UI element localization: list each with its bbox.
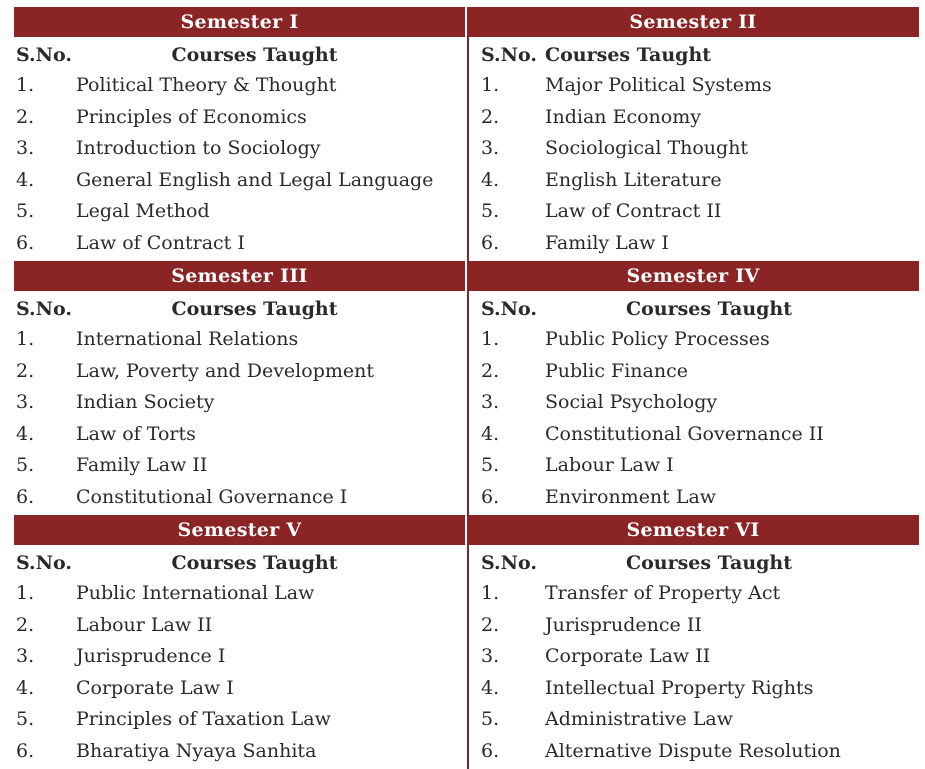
course-table <box>0 7 925 769</box>
course-name: Indian Society <box>76 391 215 414</box>
semester-title: Semester I <box>14 7 465 37</box>
item-number: 4. <box>481 168 500 191</box>
sno-header: S.No. <box>16 298 72 320</box>
course-name: Sociological Thought <box>545 137 749 160</box>
semester-row <box>0 7 925 261</box>
item-number: 6. <box>16 232 35 254</box>
item-number: 3. <box>481 391 500 414</box>
course-name: Public Policy Processes <box>545 328 770 350</box>
semester-row <box>0 515 925 769</box>
item-number: 5. <box>481 454 500 477</box>
semester-row <box>0 261 925 515</box>
courses-header: Courses Taught <box>171 298 338 320</box>
sno-header: S.No. <box>481 552 537 574</box>
course-name: Bharatiya Nyaya Sanhita <box>76 740 317 762</box>
course-name: Major Political Systems <box>545 74 772 96</box>
item-number: 5. <box>481 200 500 223</box>
item-number: 3. <box>481 645 500 668</box>
course-name: Labour Law II <box>76 613 213 636</box>
course-name: Social Psychology <box>545 391 718 414</box>
list-item <box>469 102 919 134</box>
item-number: 2. <box>481 105 500 128</box>
list-item <box>14 673 465 705</box>
list-item <box>469 165 919 197</box>
course-name: Political Theory & Thought <box>76 74 337 96</box>
sno-header: S.No. <box>481 44 537 66</box>
semester-block <box>14 261 465 515</box>
course-name: Law of Contract I <box>76 232 245 254</box>
list-item <box>14 704 465 736</box>
course-name: Constitutional Governance II <box>545 422 824 445</box>
list-item <box>469 736 919 768</box>
course-name: Alternative Dispute Resolution <box>545 740 841 762</box>
semester-title: Semester II <box>467 7 919 37</box>
course-name: Jurisprudence I <box>76 645 226 668</box>
list-item <box>14 196 465 228</box>
item-number: 5. <box>16 708 35 731</box>
semester-title: Semester VI <box>467 515 919 545</box>
list-item <box>469 196 919 228</box>
list-item <box>14 165 465 197</box>
item-number: 4. <box>16 422 35 445</box>
item-number: 1. <box>481 582 500 604</box>
list-item <box>14 133 465 165</box>
item-number: 2. <box>481 613 500 636</box>
item-number: 1. <box>16 328 35 350</box>
semester-block <box>14 515 465 769</box>
item-number: 1. <box>16 74 35 96</box>
courses-header: Courses Taught <box>171 552 338 574</box>
list-item <box>469 324 919 356</box>
sno-header: S.No. <box>16 44 72 66</box>
courses-header: Courses Taught <box>545 44 712 66</box>
item-number: 4. <box>481 422 500 445</box>
course-name: Law of Contract II <box>545 200 722 223</box>
item-number: 4. <box>16 168 35 191</box>
list-item <box>469 641 919 673</box>
courses-header: Courses Taught <box>625 552 793 574</box>
list-item <box>469 578 919 610</box>
list-item <box>14 356 465 388</box>
course-name: Constitutional Governance I <box>76 486 348 508</box>
course-name: English Literature <box>545 168 722 191</box>
item-number: 4. <box>481 676 500 699</box>
list-item <box>14 610 465 642</box>
list-item <box>14 387 465 419</box>
list-item <box>469 673 919 705</box>
course-name: Family Law II <box>76 454 208 477</box>
item-number: 1. <box>481 328 500 350</box>
course-name: Principles of Economics <box>76 105 307 128</box>
course-name: Family Law I <box>545 232 669 254</box>
item-number: 2. <box>16 105 35 128</box>
item-number: 5. <box>481 708 500 731</box>
course-name: Public Finance <box>545 359 688 382</box>
course-name: Public International Law <box>76 582 315 604</box>
item-number: 3. <box>16 391 35 414</box>
courses-header: Courses Taught <box>171 44 338 66</box>
item-number: 1. <box>481 74 500 96</box>
item-number: 6. <box>16 740 35 762</box>
item-number: 3. <box>16 137 35 160</box>
item-number: 2. <box>16 359 35 382</box>
list-item <box>469 704 919 736</box>
semester-title: Semester III <box>14 261 465 291</box>
course-name: Intellectual Property Rights <box>545 676 814 699</box>
course-name: Labour Law I <box>545 454 674 477</box>
semester-block <box>467 7 919 261</box>
list-item <box>469 228 919 260</box>
list-item <box>14 641 465 673</box>
course-name: General English and Legal Language <box>76 168 434 191</box>
sno-header: S.No. <box>481 298 537 320</box>
list-item <box>469 419 919 451</box>
item-number: 5. <box>16 454 35 477</box>
course-name: Corporate Law II <box>545 645 711 668</box>
list-item <box>14 482 465 514</box>
list-item <box>14 450 465 482</box>
list-item <box>469 356 919 388</box>
list-item <box>14 578 465 610</box>
item-number: 6. <box>481 486 500 508</box>
course-name: Administrative Law <box>545 708 734 731</box>
course-name: Jurisprudence II <box>545 613 702 636</box>
course-name: Introduction to Sociology <box>76 137 321 160</box>
course-name: Law, Poverty and Development <box>76 359 374 382</box>
item-number: 1. <box>16 582 35 604</box>
semester-block <box>14 7 465 261</box>
list-item <box>469 450 919 482</box>
list-item <box>14 419 465 451</box>
item-number: 6. <box>16 486 35 508</box>
item-number: 3. <box>16 645 35 668</box>
course-name: Legal Method <box>76 200 210 223</box>
item-number: 3. <box>481 137 500 160</box>
item-number: 2. <box>16 613 35 636</box>
courses-header: Courses Taught <box>625 298 793 320</box>
semester-block <box>467 515 919 769</box>
semester-title: Semester IV <box>467 261 919 291</box>
item-number: 6. <box>481 232 500 254</box>
course-name: International Relations <box>76 328 299 350</box>
list-item <box>469 610 919 642</box>
course-name: Indian Economy <box>545 105 701 128</box>
item-number: 4. <box>16 676 35 699</box>
item-number: 6. <box>481 740 500 762</box>
course-name: Principles of Taxation Law <box>76 708 331 731</box>
sno-header: S.No. <box>16 552 72 574</box>
course-name: Corporate Law I <box>76 676 234 699</box>
list-item <box>14 736 465 768</box>
semester-title: Semester V <box>14 515 465 545</box>
item-number: 5. <box>16 200 35 223</box>
course-name: Environment Law <box>545 486 717 508</box>
list-item <box>469 387 919 419</box>
list-item <box>14 102 465 134</box>
list-item <box>14 70 465 102</box>
course-name: Law of Torts <box>76 422 196 445</box>
course-name: Transfer of Property Act <box>545 582 781 604</box>
semester-block <box>467 261 919 515</box>
list-item <box>469 482 919 514</box>
list-item <box>14 228 465 260</box>
item-number: 2. <box>481 359 500 382</box>
list-item <box>469 70 919 102</box>
list-item <box>14 324 465 356</box>
list-item <box>469 133 919 165</box>
